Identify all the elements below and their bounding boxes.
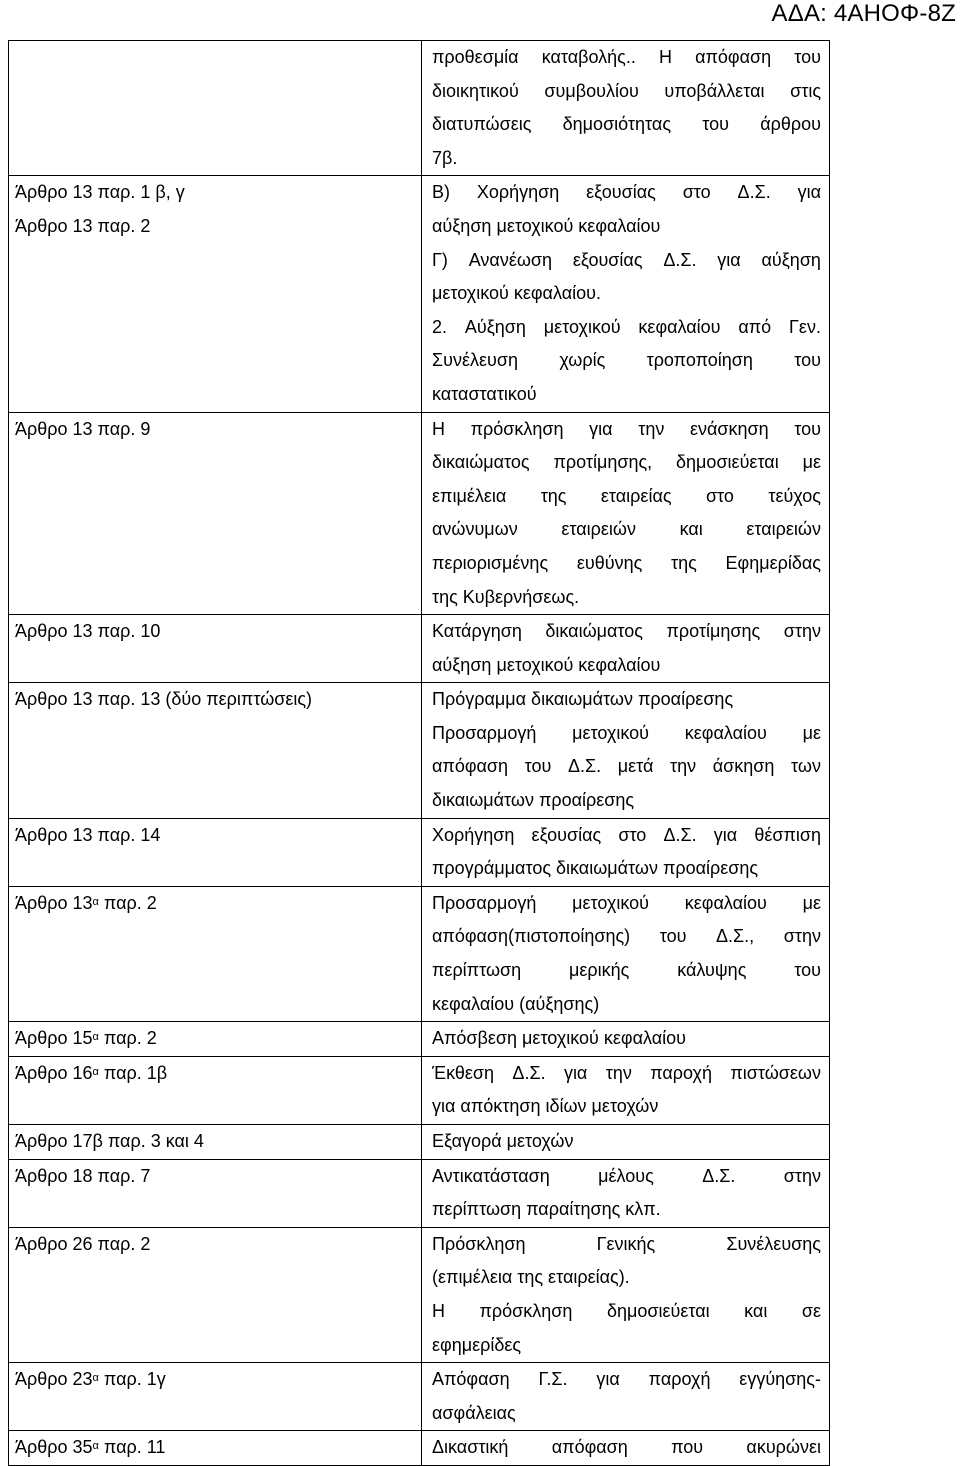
article-reference <box>15 1057 421 1091</box>
description-line: εφημερίδες <box>432 1334 522 1355</box>
table-row <box>9 818 830 886</box>
description-cell <box>422 176 830 412</box>
article-reference-cell <box>9 1159 422 1227</box>
description-line: της Κυβερνήσεως. <box>432 586 580 607</box>
description-line: Χορήγηση εξουσίας στο Δ.Σ. για θέσπιση <box>432 824 821 845</box>
description-cell <box>422 1227 830 1362</box>
article-reference-cell <box>9 818 422 886</box>
article-superscript: α <box>92 1440 99 1453</box>
description-line: Αντικατάσταση μέλους Δ.Σ. στην <box>432 1165 821 1186</box>
article-reference-cell <box>9 176 422 412</box>
description-line: προθεσμία καταβολής.. Η απόφαση του <box>432 47 821 67</box>
description-cell <box>422 1056 830 1124</box>
table-row <box>9 683 830 818</box>
description-cell <box>422 683 830 818</box>
article-reference: Άρθρο 13 παρ. 9 <box>15 418 151 439</box>
article-reference-cell <box>9 412 422 615</box>
article-paragraph: παρ. 1γ <box>98 1369 166 1390</box>
table-row <box>9 615 830 683</box>
article-reference: Άρθρο 13 παρ. 1 β, γ <box>15 182 185 203</box>
article-reference: Άρθρο 13 παρ. 10 <box>15 621 161 642</box>
description-line: δικαιωμάτων προαίρεσης <box>432 790 635 811</box>
description-line: κεφαλαίου (αύξησης) <box>432 993 600 1014</box>
description-line: Γ) Ανανέωση εξουσίας Δ.Σ. για αύξηση <box>432 249 821 270</box>
description-line: Εξαγορά μετοχών <box>432 1131 574 1151</box>
description-line: περίπτωση μερικής κάλυψης του <box>432 960 821 981</box>
article-reference-cell <box>9 683 422 818</box>
description-line: απόφαση(πιστοποίησης) του Δ.Σ., στην <box>432 926 821 947</box>
article-superscript: α <box>92 1372 99 1385</box>
table-row <box>9 1056 830 1124</box>
description-line: καταστατικού <box>432 383 537 404</box>
description-cell <box>422 1022 830 1057</box>
article-paragraph: παρ. 2 <box>98 1028 157 1049</box>
description-line: δικαιώματος προτίμησης, δημοσιεύεται με <box>432 452 821 473</box>
article-reference: Άρθρο 26 παρ. 2 <box>15 1233 151 1254</box>
article-superscript: α <box>92 895 99 908</box>
article-reference-cell <box>9 615 422 683</box>
description-line: ασφάλειας <box>432 1402 516 1423</box>
description-line: ανώνυμων εταιρειών και εταιρειών <box>432 519 821 540</box>
article-superscript: α <box>92 1031 99 1044</box>
description-line: αύξηση μετοχικού κεφαλαίου <box>432 215 661 236</box>
article-table-body <box>9 41 830 1466</box>
table-row <box>9 412 830 615</box>
description-line: διατυπώσεις δημοσιότητας του άρθρου <box>432 114 821 135</box>
description-line: Κατάργηση δικαιώματος προτίμησης στην <box>432 621 821 642</box>
ada-code: ΑΔΑ: 4ΑΗΟΦ-8Ζ <box>771 0 956 27</box>
description-line: διοικητικού συμβουλίου υποβάλλεται στις <box>432 80 821 101</box>
description-line: (επιμέλεια της εταιρείας). <box>432 1267 630 1288</box>
description-line: Β) Χορήγηση εξουσίας στο Δ.Σ. για <box>432 182 821 203</box>
description-cell <box>422 1363 830 1431</box>
description-line: Πρόγραμμα δικαιωμάτων προαίρεσης <box>432 689 734 710</box>
article-number: Άρθρο 15 <box>15 1028 93 1049</box>
description-line: Πρόσκληση Γενικής Συνέλευσης <box>432 1233 821 1254</box>
description-line: Απόσβεση μετοχικού κεφαλαίου <box>432 1028 686 1049</box>
description-cell <box>422 1125 830 1160</box>
description-line: Προσαρμογή μετοχικού κεφαλαίου με <box>432 722 821 743</box>
description-line: αύξηση μετοχικού κεφαλαίου <box>432 654 661 675</box>
description-line: Έκθεση Δ.Σ. για την παροχή πιστώσεων <box>432 1062 821 1083</box>
article-paragraph: παρ. 1β <box>98 1062 168 1083</box>
article-reference-cell <box>9 41 422 176</box>
article-table <box>8 40 830 1466</box>
table-row <box>9 1159 830 1227</box>
article-number: Άρθρο 35 <box>15 1437 93 1458</box>
table-row <box>9 176 830 412</box>
article-reference: Άρθρο 13 παρ. 14 <box>15 824 161 845</box>
table-row <box>9 886 830 1021</box>
table-row <box>9 1227 830 1362</box>
article-reference: Άρθρο 13 παρ. 2 <box>15 215 151 236</box>
table-row <box>9 1363 830 1431</box>
table-row <box>9 1125 830 1160</box>
description-line: περιορισμένης ευθύνης της Εφημερίδας <box>432 552 821 573</box>
article-reference-cell <box>9 1125 422 1160</box>
description-line: επιμέλεια της εταιρείας στο τεύχος <box>432 485 821 506</box>
article-number: Άρθρο 16 <box>15 1062 93 1083</box>
description-cell <box>422 1431 830 1466</box>
article-number: Άρθρο 23 <box>15 1369 93 1390</box>
table-row <box>9 1431 830 1466</box>
description-line: 2. Αύξηση μετοχικού κεφαλαίου από Γεν. <box>432 316 821 337</box>
description-line: προγράμματος δικαιωμάτων προαίρεσης <box>432 858 759 879</box>
description-line: Απόφαση Γ.Σ. για παροχή εγγύησης- <box>432 1369 821 1390</box>
description-line: Η πρόσκληση για την ενάσκηση του <box>432 418 821 439</box>
description-cell <box>422 412 830 615</box>
article-reference <box>15 1022 421 1056</box>
description-line: Δικαστική απόφαση που ακυρώνει <box>432 1437 821 1458</box>
article-reference-cell <box>9 1363 422 1431</box>
article-reference-cell <box>9 1431 422 1466</box>
article-superscript: α <box>92 1065 99 1078</box>
description-line: Η πρόσκληση δημοσιεύεται και σε <box>432 1300 821 1321</box>
article-reference-cell <box>9 1227 422 1362</box>
article-reference: Άρθρο 13 παρ. 13 (δύο περιπτώσεις) <box>15 689 313 710</box>
table-row <box>9 1022 830 1057</box>
article-number: Άρθρο 13 <box>15 892 93 913</box>
description-cell <box>422 886 830 1021</box>
description-cell <box>422 1159 830 1227</box>
description-line: απόφαση του Δ.Σ. μετά την άσκηση των <box>432 756 821 777</box>
description-line: μετοχικού κεφαλαίου. <box>432 283 601 304</box>
article-reference <box>15 1363 421 1397</box>
description-line: Προσαρμογή μετοχικού κεφαλαίου με <box>432 892 821 913</box>
article-reference: Άρθρο 17β παρ. 3 και 4 <box>15 1131 204 1151</box>
description-line: Συνέλευση χωρίς τροποποίηση του <box>432 350 821 371</box>
article-reference <box>15 887 421 921</box>
article-paragraph: παρ. 2 <box>98 892 157 913</box>
description-line: για απόκτηση ιδίων μετοχών <box>432 1096 659 1117</box>
table-row <box>9 41 830 176</box>
description-cell <box>422 818 830 886</box>
article-reference-cell <box>9 1056 422 1124</box>
article-paragraph: παρ. 11 <box>98 1437 166 1458</box>
article-reference: Άρθρο 18 παρ. 7 <box>15 1165 151 1186</box>
description-cell <box>422 615 830 683</box>
article-reference-cell <box>9 1022 422 1057</box>
description-cell <box>422 41 830 176</box>
description-line: περίπτωση παραίτησης κλπ. <box>432 1199 661 1220</box>
description-line: 7β. <box>432 147 458 168</box>
article-reference-cell <box>9 886 422 1021</box>
